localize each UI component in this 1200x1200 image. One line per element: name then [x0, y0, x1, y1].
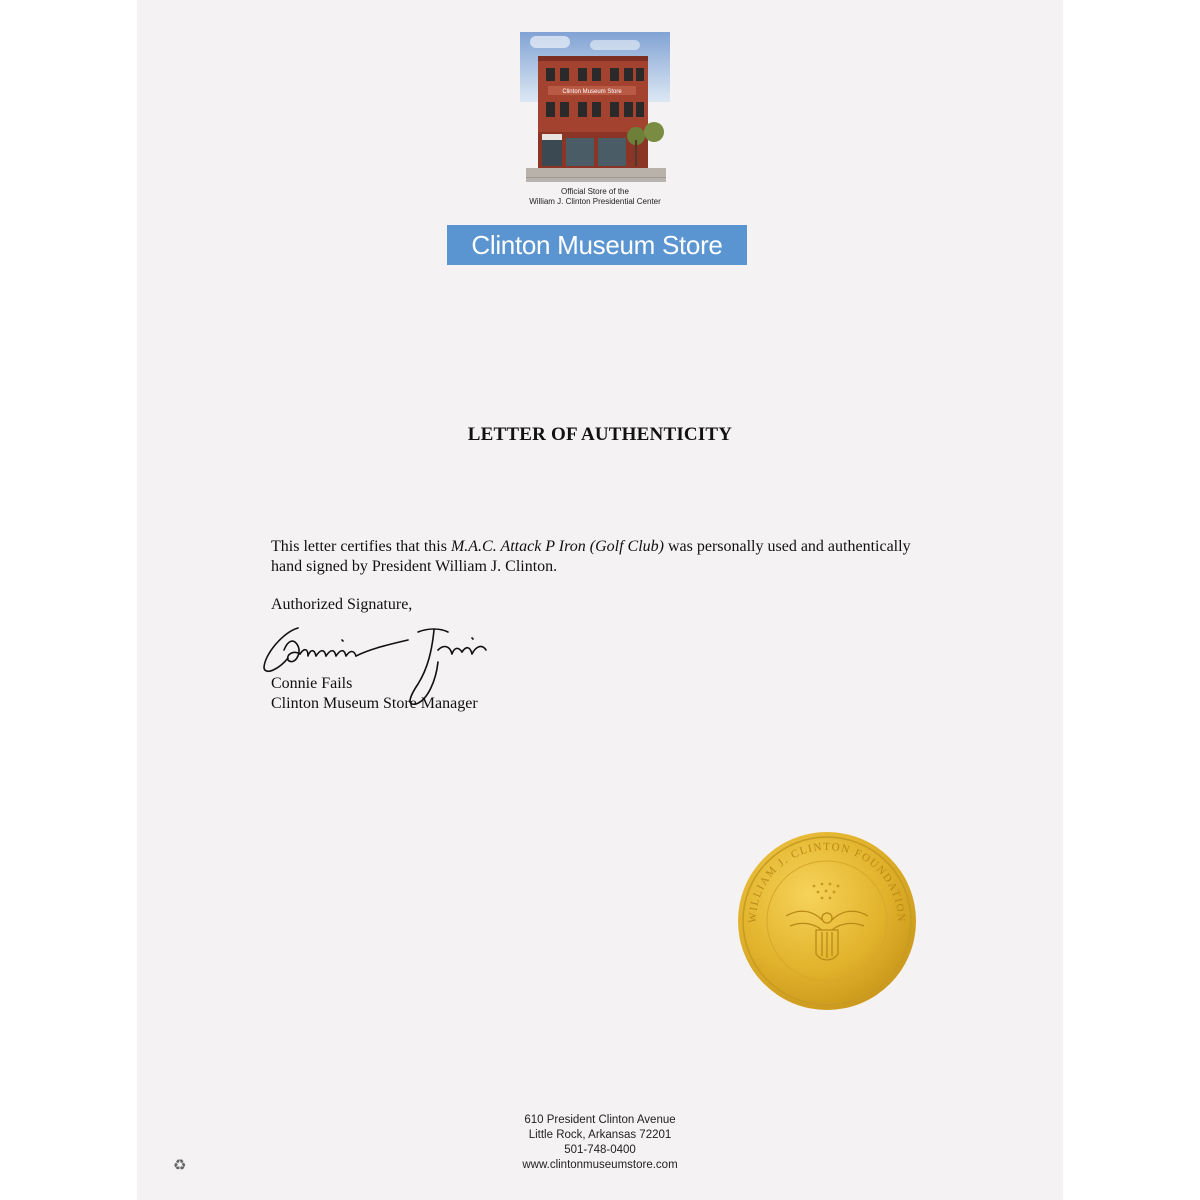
building-sign: Clinton Museum Store [562, 89, 622, 95]
official-line-2: William J. Clinton Presidential Center [529, 197, 661, 206]
seal-text: WILLIAM J. CLINTON FOUNDATION [746, 840, 908, 924]
signer-name: Connie Fails [271, 675, 353, 692]
authorized-signature-label: Authorized Signature, [271, 596, 413, 613]
address-line-1: 610 President Clinton Avenue [524, 1114, 676, 1126]
item-name: M.A.C. Attack P Iron (Golf Club) [450, 538, 664, 555]
official-store-caption [470, 187, 720, 207]
store-building-image [520, 32, 670, 184]
body-text-end: was personally used and authentically hand signed by President William J. Clinton. [271, 538, 911, 575]
website-link: www.clintonmuseumstore.com [522, 1159, 678, 1171]
official-line-1: Official Store of the [561, 187, 629, 196]
body-text-start: This letter certifies that this [271, 538, 451, 555]
gold-seal-icon [736, 830, 918, 1012]
phone-number: 501-748-0400 [564, 1144, 636, 1156]
address-line-2: Little Rock, Arkansas 72201 [528, 1129, 672, 1141]
footer-address [400, 1113, 800, 1173]
certification-paragraph [271, 537, 911, 577]
signer-block [271, 674, 478, 714]
letter-title: LETTER OF AUTHENTICITY [467, 424, 733, 445]
recycle-icon: ♻ [173, 1156, 187, 1174]
signer-title: Clinton Museum Store Manager [271, 695, 478, 712]
store-banner: Clinton Museum Store [447, 225, 747, 265]
